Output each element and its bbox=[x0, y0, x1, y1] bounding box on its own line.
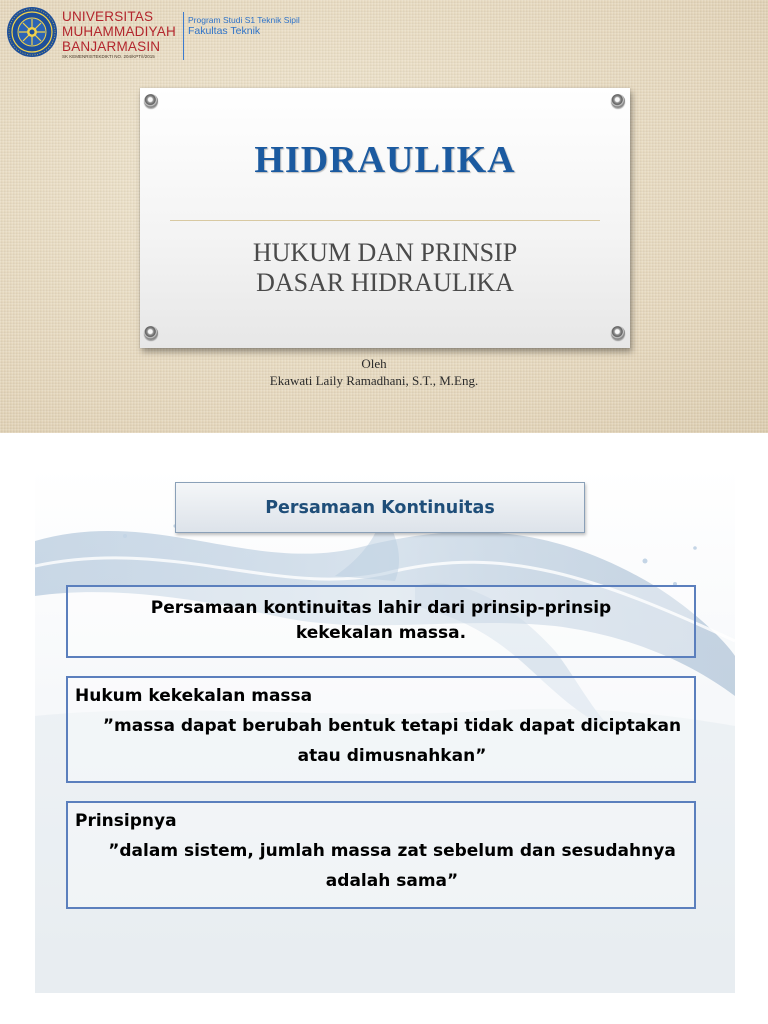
slide-title-box bbox=[175, 482, 585, 533]
definition-line-1: Persamaan kontinuitas lahir dari prinsip-prinsip bbox=[150, 598, 612, 618]
principle-heading: Prinsipnya bbox=[75, 811, 177, 831]
title-card bbox=[140, 88, 630, 348]
title-slide bbox=[0, 0, 768, 433]
university-name-line-1: UNIVERSITAS bbox=[62, 9, 154, 24]
author-block bbox=[0, 355, 748, 389]
mass-conservation-quote: ”massa dapat berubah bentuk tetapi tidak dapat diciptakan atau dimusnahkan” bbox=[102, 716, 682, 766]
author-prefix: Oleh bbox=[361, 356, 387, 371]
slide-title: Persamaan Kontinuitas bbox=[265, 497, 495, 518]
subtitle-line-2: DASAR HIDRAULIKA bbox=[256, 268, 514, 297]
continuity-slide bbox=[35, 466, 735, 993]
university-name-line-3: BANJARMASIN bbox=[62, 39, 161, 54]
principle-quote: ”dalam sistem, jumlah massa zat sebelum dan sesudahnya adalah sama” bbox=[108, 841, 676, 891]
screw-icon bbox=[611, 326, 625, 340]
university-name-line-2: MUHAMMADIYAH bbox=[62, 24, 176, 39]
continuity-definition-box bbox=[66, 585, 696, 658]
subtitle-line-1: HUKUM DAN PRINSIP bbox=[252, 238, 518, 267]
principle-box bbox=[66, 801, 696, 909]
university-name bbox=[62, 9, 176, 54]
header-divider bbox=[183, 12, 184, 60]
title-divider bbox=[170, 220, 600, 221]
mass-conservation-heading: Hukum kekekalan massa bbox=[75, 686, 313, 706]
faculty-name: Fakultas Teknik bbox=[188, 25, 261, 37]
university-sk-number: SK KEMENRISTEKDIKTI NO. 204/KPT/I/2015 bbox=[62, 54, 155, 59]
author-name: Ekawati Laily Ramadhani, S.T., M.Eng. bbox=[269, 373, 479, 388]
university-seal-logo bbox=[6, 6, 58, 58]
program-name: Program Studi S1 Teknik Sipil bbox=[188, 15, 300, 25]
program-info bbox=[188, 15, 300, 37]
screw-icon bbox=[611, 94, 625, 108]
mass-conservation-box bbox=[66, 676, 696, 783]
presentation-subtitle bbox=[140, 238, 630, 298]
screw-icon bbox=[144, 94, 158, 108]
screw-icon bbox=[144, 326, 158, 340]
presentation-title: HIDRAULIKA bbox=[254, 139, 516, 181]
definition-line-2: kekekalan massa. bbox=[295, 623, 467, 643]
